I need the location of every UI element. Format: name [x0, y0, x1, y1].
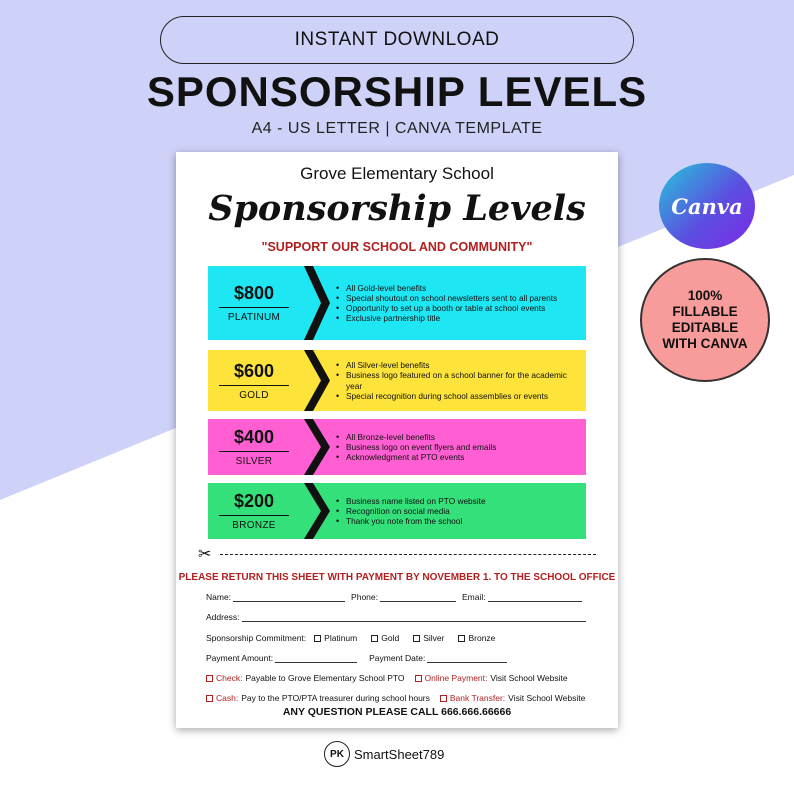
- school-name: Grove Elementary School: [300, 164, 494, 183]
- option-label: Platinum: [324, 633, 358, 643]
- level-price-block: [208, 419, 300, 475]
- instant-download-pill: INSTANT DOWNLOAD: [160, 16, 634, 64]
- fillable-badge: [640, 258, 770, 382]
- checkbox[interactable]: [371, 635, 378, 642]
- option-label: Gold: [381, 633, 400, 643]
- level-price: $800: [219, 283, 289, 308]
- flyer-title: Sponsorship Levels: [208, 188, 586, 229]
- commitment-option-bronze[interactable]: [458, 633, 495, 643]
- commitment-option-silver[interactable]: [413, 633, 444, 643]
- benefit-item: • Exclusive partnership title: [336, 313, 582, 323]
- page-subtitle: A4 - US LETTER | CANVA TEMPLATE: [251, 120, 543, 137]
- payment-option-check[interactable]: [206, 673, 405, 683]
- payment-option-bank[interactable]: [440, 693, 585, 703]
- page-title: SPONSORSHIP LEVELS: [146, 68, 648, 115]
- benefit-item: • Special shoutout on school newsletters sent to all parents: [336, 293, 582, 303]
- benefit-item: • All Bronze-level benefits: [336, 432, 582, 442]
- level-benefits: [336, 483, 582, 539]
- benefit-item: • Business logo on event flyers and emails: [336, 442, 582, 452]
- flyer-tagline: "SUPPORT OUR SCHOOL AND COMMUNITY": [261, 240, 533, 254]
- form-row-contact: [206, 592, 596, 602]
- form-row-payment: [206, 653, 596, 663]
- chevron-right-icon: [304, 350, 330, 411]
- level-platinum: [208, 266, 586, 340]
- online-label: Online Payment:: [424, 673, 488, 683]
- benefit-item: • Business name listed on PTO website: [336, 496, 582, 506]
- checkbox[interactable]: [314, 635, 321, 642]
- chevron-right-icon: [304, 419, 330, 475]
- commitment-option-platinum[interactable]: [314, 633, 357, 643]
- checkbox[interactable]: [458, 635, 465, 642]
- benefit-item: • Thank you note from the school: [336, 516, 582, 526]
- level-bronze: [208, 483, 586, 539]
- form-row-payment-methods-1: [206, 673, 596, 683]
- phone-label: Phone:: [351, 592, 378, 602]
- level-price-block: [208, 483, 300, 539]
- payment-option-cash[interactable]: [206, 693, 430, 703]
- option-label: Silver: [423, 633, 445, 643]
- name-field[interactable]: [233, 593, 345, 602]
- bank-label: Bank Transfer:: [449, 693, 506, 703]
- cash-label: Cash:: [216, 693, 239, 703]
- cut-line: [198, 548, 598, 562]
- level-tier: BRONZE: [232, 520, 276, 531]
- dashed-divider: [220, 554, 596, 555]
- brand-footer: [324, 740, 444, 768]
- name-label: Name:: [206, 592, 232, 602]
- level-silver: [208, 419, 586, 475]
- email-field[interactable]: [488, 593, 582, 602]
- level-price-block: [208, 266, 300, 340]
- benefit-item: • All Gold-level benefits: [336, 283, 582, 293]
- benefit-item: • Opportunity to set up a booth or table at school events: [336, 303, 582, 313]
- check-text: Payable to Grove Elementary School PTO: [245, 673, 405, 683]
- fillable-line-1: 100%: [687, 288, 723, 304]
- brand-logo-icon: PK: [324, 741, 350, 767]
- online-text: Visit School Website: [490, 673, 568, 683]
- checkbox[interactable]: [206, 675, 213, 682]
- level-price-block: [208, 350, 300, 411]
- checkbox[interactable]: [415, 675, 422, 682]
- payment-amount-field[interactable]: [275, 654, 357, 663]
- canva-logo-text: Canva: [671, 193, 743, 219]
- benefit-item: • Recognition on social media: [336, 506, 582, 516]
- return-note: PLEASE RETURN THIS SHEET WITH PAYMENT BY NOVEMBER 1. TO THE SCHOOL OFFICE: [178, 572, 616, 583]
- level-benefits: [336, 350, 582, 411]
- benefit-item: • Special recognition during school assemblies or events: [336, 391, 582, 401]
- flyer-document: [176, 152, 618, 728]
- payment-option-online[interactable]: [415, 673, 568, 683]
- commitment-option-gold[interactable]: [371, 633, 399, 643]
- benefit-item: • Business logo featured on a school banner for the academic year: [336, 370, 582, 390]
- level-benefits: [336, 419, 582, 475]
- checkbox[interactable]: [413, 635, 420, 642]
- payment-date-field[interactable]: [427, 654, 507, 663]
- address-label: Address:: [206, 612, 240, 622]
- form-row-commitment: [206, 633, 596, 643]
- chevron-right-icon: [304, 266, 330, 340]
- contact-question: ANY QUESTION PLEASE CALL 666.666.66666: [282, 706, 512, 718]
- form-row-address: [206, 612, 596, 622]
- level-price: $400: [219, 427, 289, 452]
- level-price: $200: [219, 491, 289, 516]
- brand-name: SmartSheet789: [354, 746, 445, 762]
- chevron-right-icon: [304, 483, 330, 539]
- commitment-label: Sponsorship Commitment:: [206, 633, 307, 643]
- level-benefits: [336, 266, 582, 340]
- checkbox[interactable]: [440, 695, 447, 702]
- fillable-line-4: WITH CANVA: [662, 335, 748, 351]
- form-row-payment-methods-2: [206, 693, 596, 703]
- checkbox[interactable]: [206, 695, 213, 702]
- fillable-line-2: FILLABLE: [672, 304, 738, 320]
- level-price: $600: [219, 361, 289, 386]
- payment-date-label: Payment Date:: [369, 653, 426, 663]
- level-gold: [208, 350, 586, 411]
- benefit-item: • Acknowledgment at PTO events: [336, 452, 582, 462]
- address-field[interactable]: [242, 613, 586, 622]
- cash-text: Pay to the PTO/PTA treasurer during school hours: [241, 693, 430, 703]
- scissors-icon: ✂: [198, 546, 212, 563]
- level-tier: SILVER: [235, 456, 273, 467]
- level-tier: GOLD: [239, 389, 269, 401]
- level-tier: PLATINUM: [227, 312, 281, 323]
- email-label: Email:: [462, 592, 486, 602]
- benefit-item: • All Silver-level benefits: [336, 360, 582, 370]
- check-label: Check:: [216, 673, 243, 683]
- fillable-line-3: EDITABLE: [671, 320, 739, 335]
- canva-logo-badge: [659, 163, 755, 249]
- option-label: Bronze: [468, 633, 496, 643]
- phone-field[interactable]: [380, 593, 456, 602]
- bank-text: Visit School Website: [508, 693, 586, 703]
- payment-amount-label: Payment Amount:: [206, 653, 274, 663]
